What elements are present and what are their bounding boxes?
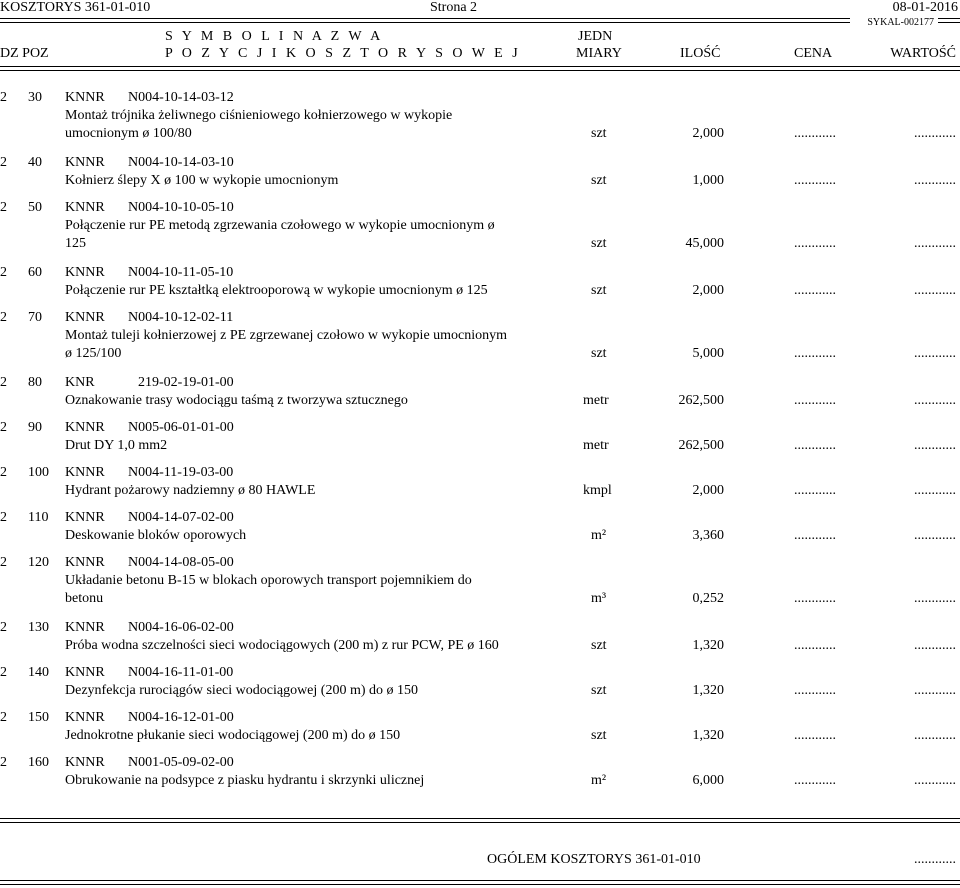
footer-double-rule <box>0 818 960 823</box>
row-description: ø 125/100 <box>65 346 122 361</box>
document-date: 08-01-2016 <box>892 0 958 15</box>
row-quantity: 262,500 <box>678 438 724 453</box>
row-unit: szt <box>591 173 607 188</box>
row-quantity: 2,000 <box>692 483 724 498</box>
row-description: Układanie betonu B-15 w blokach oporowych transport pojemnikiem do <box>65 573 472 588</box>
row-base: KNNR <box>65 620 105 635</box>
row-quantity: 1,320 <box>692 728 724 743</box>
row-value: ............ <box>914 591 956 606</box>
row-dz: 2 <box>0 265 7 280</box>
row-description: Montaż tuleji kołnierzowej z PE zgrzewanej czołowo w wykopie umocnionym <box>65 328 508 343</box>
row-poz: 60 <box>28 265 42 280</box>
row-quantity: 1,320 <box>692 638 724 653</box>
row-poz: 120 <box>28 555 49 570</box>
row-code: N004-16-06-02-00 <box>128 620 234 635</box>
row-unit: m² <box>591 528 607 543</box>
row-base: KNNR <box>65 710 105 725</box>
row-dz: 2 <box>0 510 7 525</box>
row-base: KNNR <box>65 510 105 525</box>
row-base: KNNR <box>65 200 105 215</box>
row-unit: szt <box>591 728 607 743</box>
row-value: ............ <box>914 236 956 251</box>
total-value: ............ <box>914 852 956 867</box>
row-value: ............ <box>914 283 956 298</box>
row-description: Obrukowanie na podsypce z piasku hydrantu i skrzynki ulicznej <box>65 773 425 788</box>
row-value: ............ <box>914 126 956 141</box>
row-price: ............ <box>794 173 836 188</box>
col-header-cena: CENA <box>794 46 833 61</box>
row-value: ............ <box>914 728 956 743</box>
col-header-ilosc: ILOŚĆ <box>680 46 721 61</box>
row-description: Oznakowanie trasy wodociągu taśmą z tworzywa sztucznego <box>65 393 408 408</box>
row-dz: 2 <box>0 665 7 680</box>
row-quantity: 2,000 <box>692 126 724 141</box>
row-base: KNNR <box>65 265 105 280</box>
row-dz: 2 <box>0 555 7 570</box>
row-unit: szt <box>591 346 607 361</box>
row-price: ............ <box>794 483 836 498</box>
row-quantity: 1,320 <box>692 683 724 698</box>
row-description: Jednokrotne płukanie sieci wodociągowej (200 m) do ø 150 <box>65 728 401 743</box>
row-unit: szt <box>591 126 607 141</box>
row-price: ............ <box>794 683 836 698</box>
row-description: Połączenie rur PE metodą zgrzewania czołowego w wykopie umocnionym ø <box>65 218 495 233</box>
row-price: ............ <box>794 773 836 788</box>
row-unit: szt <box>591 683 607 698</box>
row-description: Połączenie rur PE kształtką elektrooporową w wykopie umocnionym ø 125 <box>65 283 488 298</box>
row-dz: 2 <box>0 420 7 435</box>
row-price: ............ <box>794 126 836 141</box>
col-header-miary: MIARY <box>576 46 622 61</box>
row-base: KNNR <box>65 420 105 435</box>
row-unit: metr <box>583 393 609 408</box>
row-poz: 150 <box>28 710 49 725</box>
row-poz: 70 <box>28 310 42 325</box>
row-price: ............ <box>794 236 836 251</box>
row-description: Montaż trójnika żeliwnego ciśnieniowego kołnierzowego w wykopie <box>65 108 453 123</box>
row-quantity: 5,000 <box>692 346 724 361</box>
row-description: Deskowanie bloków oporowych <box>65 528 247 543</box>
row-price: ............ <box>794 728 836 743</box>
row-dz: 2 <box>0 755 7 770</box>
row-quantity: 0,252 <box>692 591 724 606</box>
row-price: ............ <box>794 638 836 653</box>
row-base: KNNR <box>65 310 105 325</box>
row-value: ............ <box>914 638 956 653</box>
row-base: KNNR <box>65 755 105 770</box>
row-unit: szt <box>591 638 607 653</box>
row-description: Drut DY 1,0 mm2 <box>65 438 168 453</box>
col-header-pozycji: P O Z Y C J I K O S Z T O R Y S O W E J <box>165 46 521 61</box>
col-header-symbol: S Y M B O L I N A Z W A <box>165 29 384 44</box>
row-value: ............ <box>914 528 956 543</box>
row-code: N005-06-01-01-00 <box>128 420 234 435</box>
row-quantity: 45,000 <box>685 236 724 251</box>
row-description: Dezynfekcja rurociągów sieci wodociągowej (200 m) do ø 150 <box>65 683 418 698</box>
row-poz: 80 <box>28 375 42 390</box>
row-unit: metr <box>583 438 609 453</box>
row-price: ............ <box>794 591 836 606</box>
row-base: KNNR <box>65 465 105 480</box>
system-code: SYKAL-002177 <box>867 17 934 28</box>
row-code: 219-02-19-01-00 <box>138 375 234 390</box>
total-label: OGÓLEM KOSZTORYS 361-01-010 <box>487 852 701 867</box>
row-price: ............ <box>794 346 836 361</box>
row-unit: m² <box>591 773 607 788</box>
row-value: ............ <box>914 773 956 788</box>
row-quantity: 262,500 <box>678 393 724 408</box>
col-header-wartosc: WARTOŚĆ <box>890 46 956 61</box>
row-description: 125 <box>65 236 86 251</box>
document-title: KOSZTORYS 361-01-010 <box>0 0 151 15</box>
row-poz: 40 <box>28 155 42 170</box>
row-price: ............ <box>794 438 836 453</box>
row-poz: 100 <box>28 465 49 480</box>
row-dz: 2 <box>0 710 7 725</box>
row-code: N004-14-08-05-00 <box>128 555 234 570</box>
row-value: ............ <box>914 393 956 408</box>
row-code: N004-16-11-01-00 <box>128 665 234 680</box>
row-code: N004-10-14-03-10 <box>128 155 234 170</box>
header-bottom-rule <box>0 66 960 71</box>
row-poz: 50 <box>28 200 42 215</box>
row-base: KNNR <box>65 555 105 570</box>
row-poz: 130 <box>28 620 49 635</box>
row-description: umocnionym ø 100/80 <box>65 126 192 141</box>
row-code: N004-14-07-02-00 <box>128 510 234 525</box>
row-base: KNR <box>65 375 95 390</box>
row-unit: szt <box>591 283 607 298</box>
row-code: N004-11-19-03-00 <box>128 465 234 480</box>
row-description: Kołnierz ślepy X ø 100 w wykopie umocnionym <box>65 173 339 188</box>
row-poz: 30 <box>28 90 42 105</box>
row-poz: 160 <box>28 755 49 770</box>
row-quantity: 3,360 <box>692 528 724 543</box>
row-dz: 2 <box>0 155 7 170</box>
row-code: N001-05-09-02-00 <box>128 755 234 770</box>
page-number: Strona 2 <box>430 0 478 15</box>
row-base: KNNR <box>65 665 105 680</box>
row-description: Hydrant pożarowy nadziemny ø 80 HAWLE <box>65 483 316 498</box>
row-value: ............ <box>914 438 956 453</box>
row-dz: 2 <box>0 200 7 215</box>
row-poz: 110 <box>28 510 49 525</box>
row-value: ............ <box>914 683 956 698</box>
row-dz: 2 <box>0 465 7 480</box>
header-double-rule-end <box>938 18 960 23</box>
row-code: N004-10-14-03-12 <box>128 90 234 105</box>
row-dz: 2 <box>0 90 7 105</box>
row-code: N004-10-12-02-11 <box>128 310 234 325</box>
col-header-jedn: JEDN <box>578 29 613 44</box>
row-description: betonu <box>65 591 104 606</box>
row-dz: 2 <box>0 620 7 635</box>
row-code: N004-10-10-05-10 <box>128 200 234 215</box>
row-value: ............ <box>914 346 956 361</box>
row-unit: kmpl <box>583 483 612 498</box>
row-unit: szt <box>591 236 607 251</box>
row-price: ............ <box>794 393 836 408</box>
row-poz: 140 <box>28 665 49 680</box>
row-value: ............ <box>914 173 956 188</box>
row-dz: 2 <box>0 375 7 390</box>
header-double-rule <box>0 18 850 23</box>
col-header-dz-poz: DZ POZ <box>0 46 49 61</box>
row-quantity: 1,000 <box>692 173 724 188</box>
row-price: ............ <box>794 528 836 543</box>
row-quantity: 2,000 <box>692 283 724 298</box>
row-value: ............ <box>914 483 956 498</box>
row-code: N004-10-11-05-10 <box>128 265 234 280</box>
row-price: ............ <box>794 283 836 298</box>
row-quantity: 6,000 <box>692 773 724 788</box>
row-description: Próba wodna szczelności sieci wodociągowych (200 m) z rur PCW, PE ø 160 <box>65 638 499 653</box>
row-unit: m³ <box>591 591 607 606</box>
row-dz: 2 <box>0 310 7 325</box>
row-base: KNNR <box>65 155 105 170</box>
footer-bottom-rule <box>0 880 960 885</box>
row-base: KNNR <box>65 90 105 105</box>
row-code: N004-16-12-01-00 <box>128 710 234 725</box>
row-poz: 90 <box>28 420 42 435</box>
